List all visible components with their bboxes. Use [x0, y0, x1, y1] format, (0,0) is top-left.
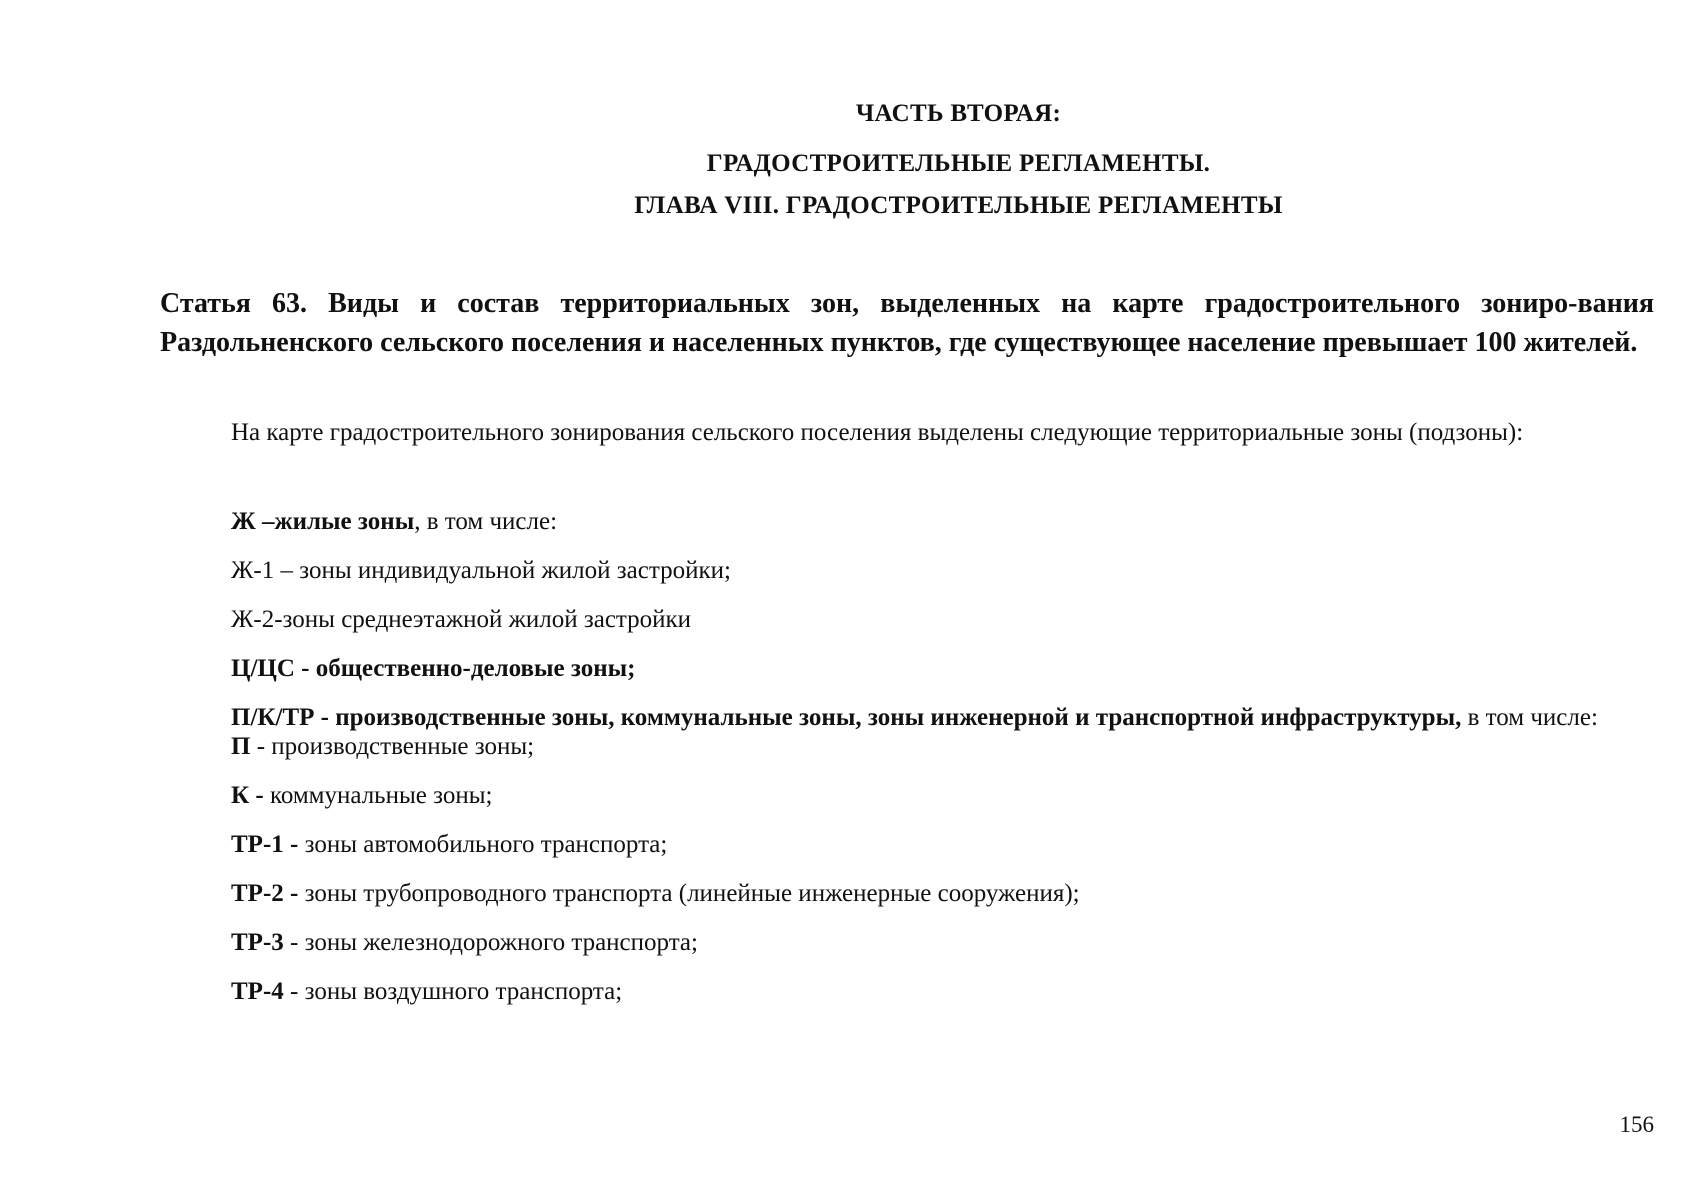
zone-code: П: [231, 733, 251, 760]
zone-description: - зоны железнодорожного транспорта;: [283, 929, 698, 956]
zone-item-residential: [231, 507, 1654, 556]
zone-item-k: [231, 781, 1654, 830]
zone-list: [231, 507, 1654, 1026]
zone-item-tr4: [231, 977, 1654, 1026]
chapter-heading: ГЛАВА VIII. ГРАДОСТРОИТЕЛЬНЫЕ РЕГЛАМЕНТЫ: [634, 192, 1283, 219]
zone-description: - производственные зоны;: [250, 733, 535, 760]
intro-paragraph: На карте градостроительного зонирования сельского поселения выделены следующие территориальные зоны (подзоны):: [231, 419, 1524, 446]
zone-code: К -: [231, 782, 264, 809]
section-heading: ГРАДОСТРОИТЕЛЬНЫЕ РЕГЛАМЕНТЫ.: [706, 150, 1211, 177]
article-title: Статья 63. Виды и состав территориальных зон, выделенных на карте градостроительного зониро-вания Раздольненского сельского поселения и населенных пунктов, где существующее население превышает 100 жителей.: [160, 288, 1654, 358]
zone-code: ТР-4: [231, 978, 284, 1005]
part-heading: ЧАСТЬ ВТОРАЯ:: [855, 100, 1062, 127]
zone-item-public: Ц/ЦС - общественно-деловые зоны;: [231, 655, 636, 682]
zone-description: зоны автомобильного транспорта;: [298, 831, 668, 858]
page-number: 156: [1619, 1112, 1654, 1137]
zone-code: ТР-3: [231, 929, 284, 956]
zone-description: коммунальные зоны;: [263, 782, 493, 809]
zone-description: - зоны воздушного транспорта;: [283, 978, 623, 1005]
zone-description: в том числе:: [1461, 704, 1598, 731]
zone-code: П/К/ТР - производственные зоны, коммунальные зоны, зоны инженерной и транспортной инфраструктуры,: [231, 704, 1462, 731]
zone-code: Ж –жилые зоны: [231, 508, 415, 535]
zone-item-tr1: [231, 830, 1654, 879]
zone-item-zh1: Ж-1 – зоны индивидуальной жилой застройки;: [231, 557, 731, 584]
zone-item-tr2: [231, 879, 1654, 928]
zone-code: ТР-1 -: [231, 831, 299, 858]
zone-description: зоны трубопроводного транспорта (линейные инженерные сооружения);: [298, 880, 1080, 907]
zone-code: ТР-2 -: [231, 880, 299, 907]
zone-item-zh2: Ж-2-зоны среднеэтажной жилой застройки: [231, 606, 692, 633]
zone-item-tr3: [231, 928, 1654, 977]
zone-description: , в том числе:: [414, 508, 558, 535]
